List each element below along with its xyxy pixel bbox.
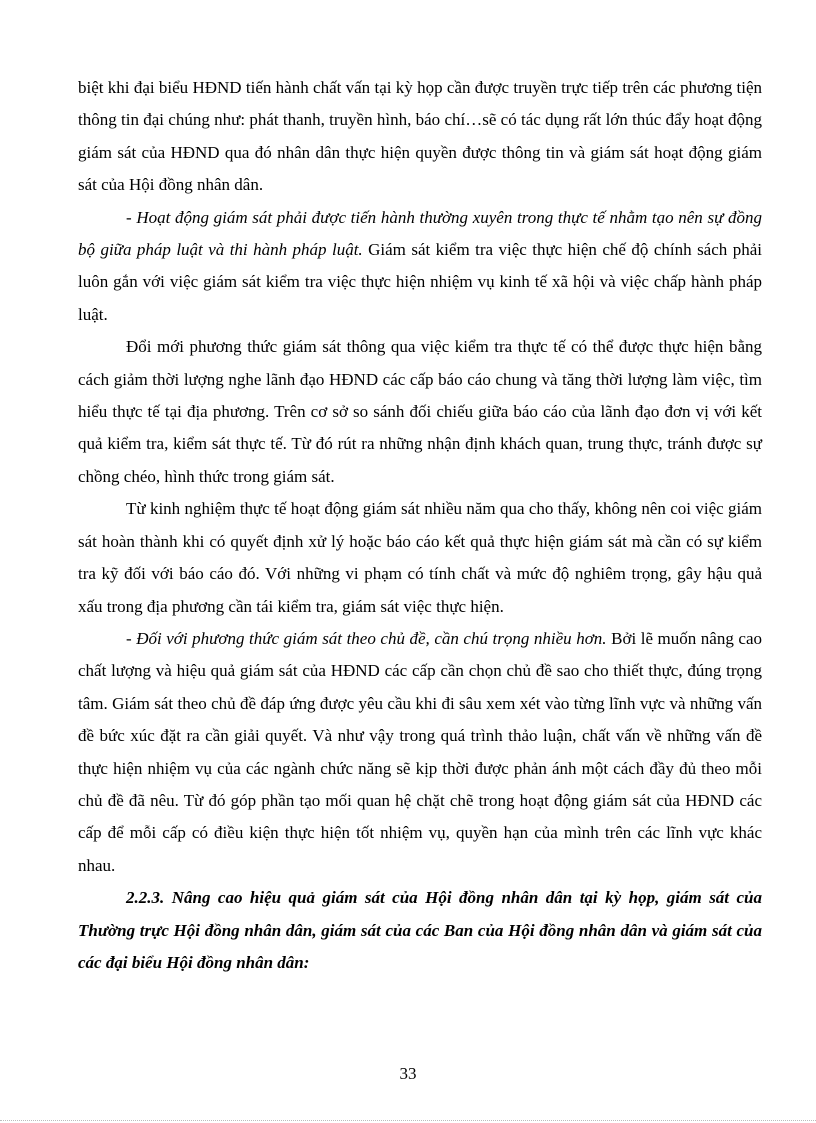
paragraph-thematic-supervision [78, 623, 762, 882]
page-bottom-divider [0, 1120, 816, 1121]
section-heading: 2.2.3. Nâng cao hiệu quả giám sát của Hội đồng nhân dân tại kỳ họp, giám sát của Thường trực Hội đồng nhân dân, giám sát của các Ban của Hội đồng nhân dân và giám sát của các đại biểu Hội đồng nhân dân: [78, 888, 762, 972]
paragraph-body-text: Bởi lẽ muốn nâng cao chất lượng và hiệu quả giám sát của HĐND các cấp cần chọn chủ đề sao cho thiết thực, đúng trọng tâm. Giám sát theo chủ đề đáp ứng được yêu cầu khi đi sâu xem xét vào từng lĩnh vực và những vấn đề bức xúc đặt ra cần giải quyết. Và như vậy trong quá trình thảo luận, chất vấn về những vấn đề thực hiện nhiệm vụ của các ngành chức năng sẽ kịp thời được phản ánh một cách đầy đủ theo mỗi chủ đề đã nêu. Từ đó góp phần tạo mối quan hệ chặt chẽ trong hoạt động giám sát của HĐND các cấp để mỗi cấp có điều kiện thực hiện tốt nhiệm vụ, quyền hạn của mình trên các lĩnh vực khác nhau. [78, 628, 762, 875]
paragraph-lead-italic: - Đối với phương thức giám sát theo chủ đề, cần chú trọng nhiều hơn. [126, 628, 607, 648]
paragraph-experience: Từ kinh nghiệm thực tế hoạt động giám sát nhiều năm qua cho thấy, không nên coi việc giám sát hoàn thành khi có quyết định xử lý hoặc báo cáo kết quả thực hiện giám sát mà cần có sự kiểm tra kỹ đối với báo cáo đó. Với những vi phạm có tính chất và mức độ nghiêm trọng, gây hậu quả xấu trong địa phương cần tái kiểm tra, giám sát việc thực hiện. [78, 499, 762, 616]
paragraph-continuation: biệt khi đại biểu HĐND tiến hành chất vấn tại kỳ họp cần được truyền trực tiếp trên các phương tiện thông tin đại chúng như: phát thanh, truyền hình, báo chí…sẽ có tác dụng rất lớn thúc đẩy hoạt động giám sát của HĐND qua đó nhân dân thực hiện quyền được thông tin và giám sát hoạt động giám sát của Hội đồng nhân dân. [78, 78, 762, 195]
paragraph-body-text: Giám sát kiểm tra việc thực hiện chế độ chính sách phải luôn gắn với việc giám sát kiểm tra việc thực hiện nhiệm vụ kinh tế xã hội và việc chấp hành pháp luật. [78, 240, 762, 324]
page-number: 33 [399, 1064, 417, 1083]
paragraph-lead-italic: - Hoạt động giám sát phải được tiến hành thường xuyên trong thực tế nhằm tạo nên sự đồng bộ giữa pháp luật và thi hành pháp luật. [78, 207, 762, 260]
document-body [78, 72, 762, 979]
paragraph-field-inspection: Đổi mới phương thức giám sát thông qua việc kiểm tra thực tế có thể được thực hiện bằng cách giảm thời lượng nghe lãnh đạo HĐND các cấp báo cáo chung và tăng thời lượng làm việc, tìm hiểu thực tế tại địa phương. Trên cơ sở so sánh đối chiếu giữa báo cáo của lãnh đạo đơn vị với kết quả kiểm tra, kiểm sát thực tế. Từ đó rút ra những nhận định khách quan, trung thực, tránh được sự chồng chéo, hình thức trong giám sát. [78, 337, 762, 486]
paragraph-regular-supervision [78, 202, 762, 332]
